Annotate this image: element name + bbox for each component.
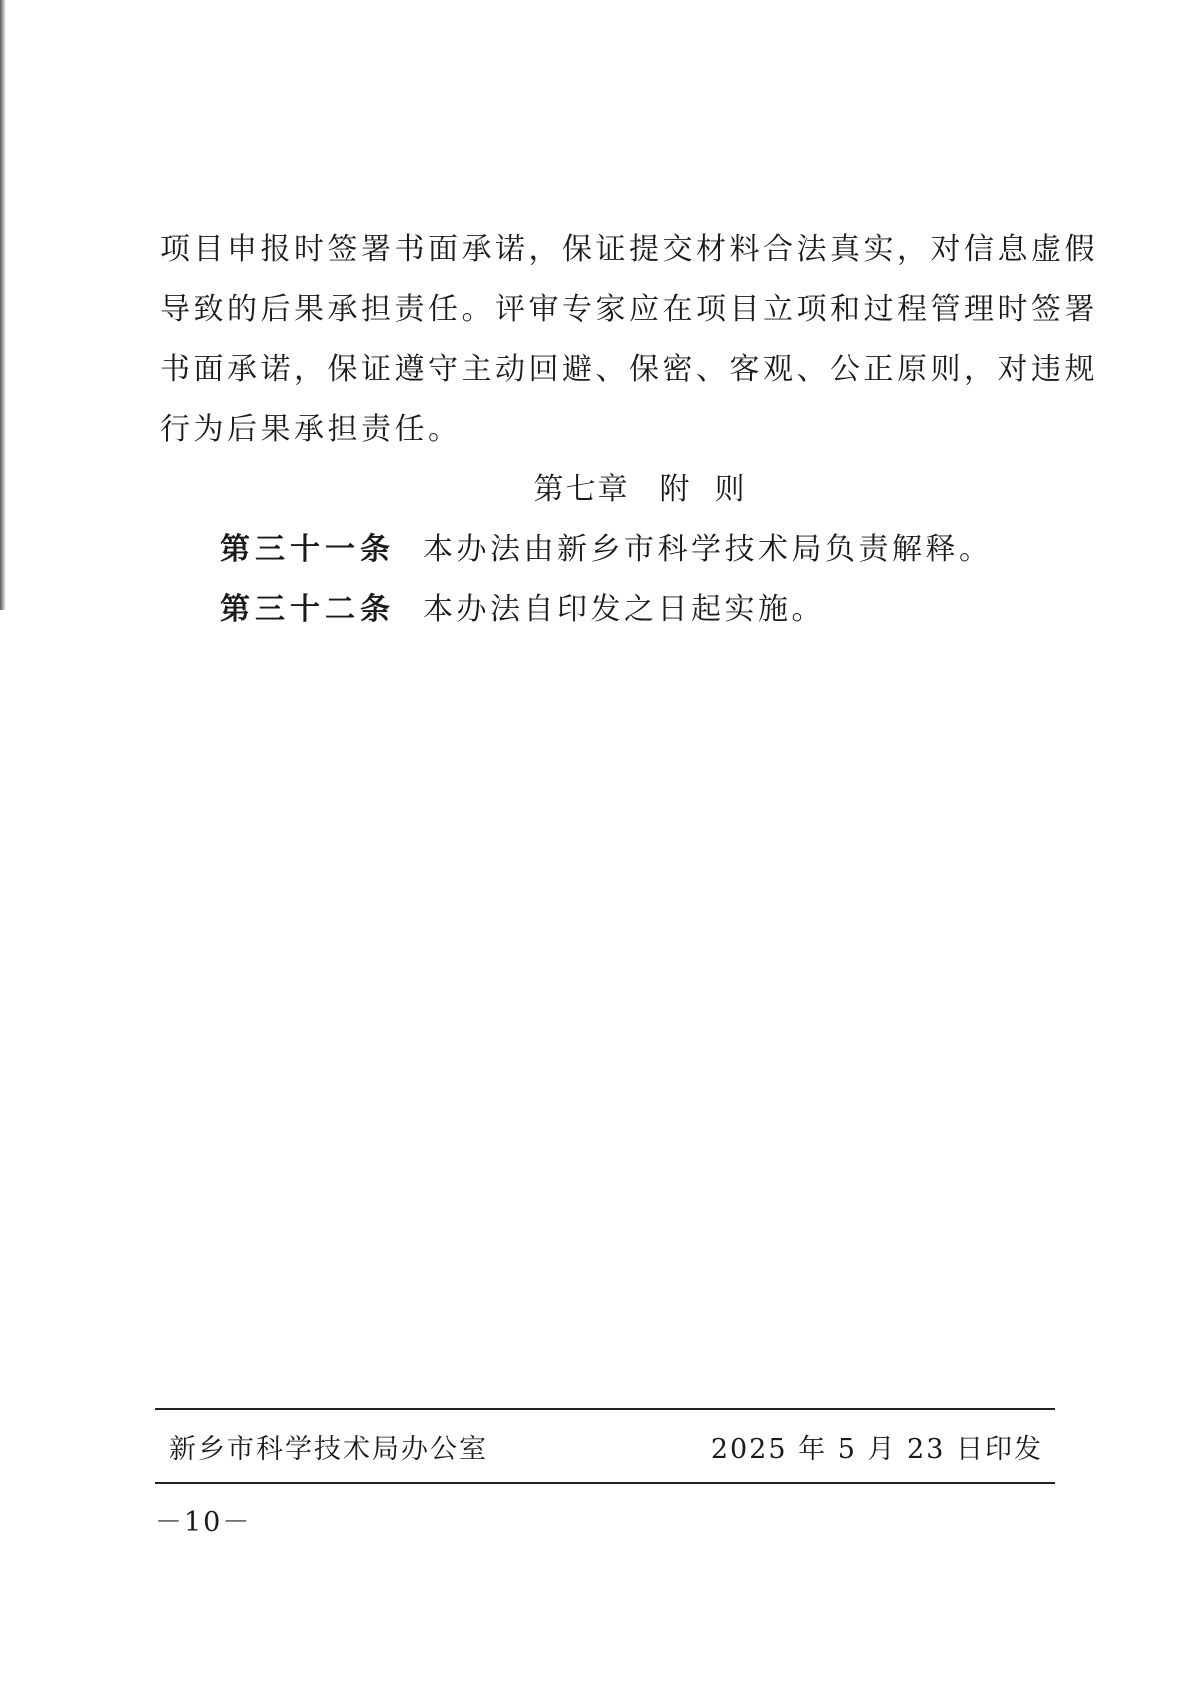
document-body [160,220,1098,640]
article-number: 第三十二条 [220,592,395,627]
article-text: 本办法由新乡市科学技术局负责解释。 [423,532,993,567]
article-text: 本办法自印发之日起实施。 [423,592,825,627]
page-number: －10－ [155,1507,252,1538]
paragraph-line: 项目申报时签署书面承诺，保证提交材料合法真实，对信息虚假 [160,232,1098,267]
paragraph-line: 导致的后果承担责任。评审专家应在项目立项和过程管理时签署 [160,292,1098,327]
paragraph-line: 行为后果承担责任。 [160,412,462,447]
chapter-number: 第七章 [533,472,630,507]
footer-bottom-rule [155,1482,1055,1484]
article-number: 第三十一条 [220,532,395,567]
issue-date: 2025 年 5 月 23 日印发 [710,1433,1043,1465]
chapter-name: 附 则 [659,472,747,507]
footer-row [155,1410,1055,1482]
article-31 [160,520,1040,580]
issuance-footer [155,1408,1055,1484]
paragraph-line: 书面承诺，保证遵守主动回避、保密、客观、公正原则，对违规 [160,352,1098,387]
article-32 [160,580,1040,640]
chapter-heading [160,460,1040,520]
issuer-name: 新乡市科学技术局办公室 [169,1433,488,1465]
scanned-page-edge [0,0,6,610]
